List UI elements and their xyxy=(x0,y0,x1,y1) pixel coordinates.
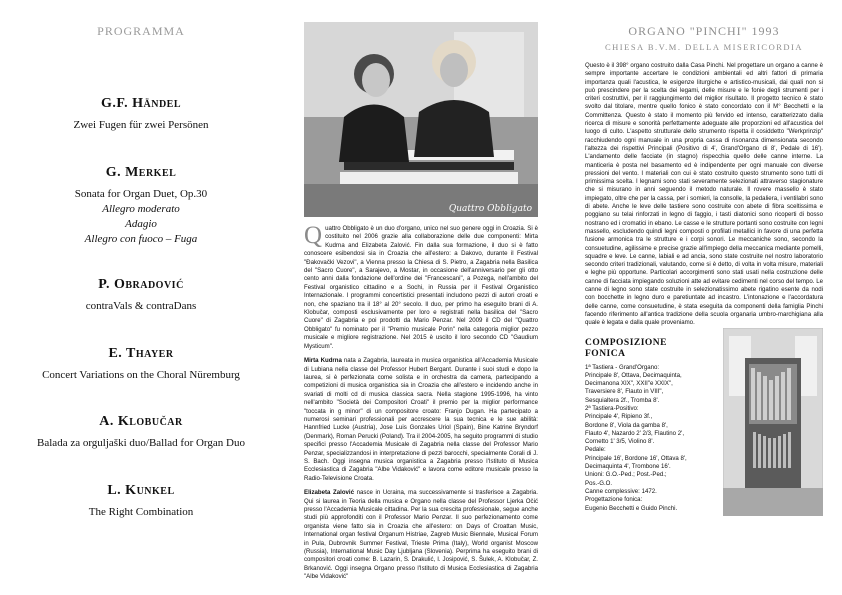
work-title: Zwei Fugen für zwei Persönen xyxy=(73,119,209,131)
stop-list-line: Pedale: xyxy=(585,446,606,454)
duo-column xyxy=(304,22,538,588)
kudrna-text: nata a Zagabria, laureata in musica organistica all'Accademia Musicale di Lubiana nella classe del Professor Hubert Bergant. Durante i suoi studi e dopo la laurea, si è perfezionata come solista e in orchestra da camera, partecipando a competizioni di musica organistica sia in Croazia che all'estero e incidendo anche in svariati di molti cd di musica classica sacra. Nella stagione 1995-1996, ha vinto nell'ambito "Società dei Compositori Croati" il premio per la miglior performance "toccata in g minor" di un compositore croato: Franjo Dugan. Ha partecipato a numerosi seminari professionali per accrescere la sua tecnica e le sue abilità: Hannfried Lucke (Austria), Jose Luis Gonzales Uriol (Spain), Bine Katrine Bryndorf (Denmark), Roman Perucki (Poland). Tra il 2004-2005, ha seguito programmi di studio specifici presso l'Accademia Musicale di Zagabria nella classe del Professor Mario Penzar, specializzandosi in interpretazione di pezzi barocchi, specialmente Corali di J. S. Bach. Oggi insegna musica organistica a Zagabria presso l'Istituto di Musica Ecclesiastica di Zagabria "Albe Vidaković" e lavora come editore musicale presso la Radio-Televisione Croata. xyxy=(304,357,538,482)
work-title: Sonata for Organ Duet, Op.30 xyxy=(74,188,208,200)
kudrna-paragraph xyxy=(304,357,538,483)
composer-name: E. Thayer xyxy=(108,346,174,361)
stop-list-line: Principale 4', Ripieno 3f., xyxy=(585,413,653,421)
stop-list-line: 2ª Tastiera-Positivo: xyxy=(585,404,639,412)
stop-list-line: 1ª Tastiera - Grand'Organo: xyxy=(585,363,660,371)
programme-item-thayer xyxy=(0,346,282,383)
programme-item-klobucar xyxy=(0,414,282,451)
programme-item-obradovic xyxy=(0,277,282,314)
organ-column xyxy=(585,24,823,539)
stop-list-line: Bordone 8', Viola da gamba 8', xyxy=(585,421,668,429)
composer-name: G. Merkel xyxy=(105,165,177,180)
work-title: Balada za orguljaški duo/Ballad for Organ Duo xyxy=(37,437,245,449)
duo-paragraph-text: unico nel suo genere oggi in Croazia. Si è costituito nel 2006 grazie alla collaborazione delle due componenti: Mirta Kudrna and Elizabeta Zalović. Fin dalla sua formazione, il duo si è fatto conoscere esibendosi sia in Croazia che all'estero: a Dakovo, durante il Festival "Đakovački Vezovi", a Vienna presso la Chiesa di S. Pietro, a Zagabria nella Basilica del "Sacro Cuore", a Sarajevo, a Mostar, in occasione dell'anniversario per gli otto cento anni dalla fondazione dell'ordine dei "Francescani", a Pozega, nell'ambito del Festival organistico cittadino e a Sochi, in Russia per il Festival Organistico Internazionale. I programmi concertistici presentati includono pezzi di autori croati e non, che spaziano tra il 18° al 20° secolo. Il duo, per primo ha eseguito brani di A. Klobučar, composti esclusivamente per loro e registrati nella basilica del "Sacro Cuore" di Zagabria e poi prodotti da Mario Penzar. Nel 2009 il CD del "Quattro Obbligato" fu nominato per il "Premio musicale Porin" nella categoria miglior pezzo musicale e migliore registrazione. Nel 2015 è uscito il loro secondo CD "Gaudium Mysticum". xyxy=(304,225,538,350)
composer-name: G.F. Händel xyxy=(100,96,182,111)
spec-heading-line: FONICA xyxy=(585,348,626,359)
programme-item-merkel xyxy=(0,165,282,247)
duo-photo xyxy=(304,22,538,217)
stop-list xyxy=(585,364,713,513)
stop-list-line: Decimaquinta 4', Trombone 16'. xyxy=(585,463,671,471)
stop-list-line: Principale 8', Ottava, Decimaquinta, xyxy=(585,371,682,379)
stop-list-line: Canne complessive: 1472. xyxy=(585,487,657,495)
composer-name: P. Obradović xyxy=(98,277,184,292)
programme-column xyxy=(0,0,282,595)
organ-description: Questo è il 398° organo costruito dalla Casa Pinchi. Nel progettare un organo a canne è sempre importante accertare le condizioni ambientali ed altri fattori di primaria importanza quali l'acustica, le esigenze liturgiche e artistico-musicali, dai quali non si può prescindere per la scelta dei legami, delle misure e le fonie degli strumenti per i criteri costruttivi, per il raggiungimento del miglior risultato. Il progetto tecnico è stato svolto dal titolare, mentre quello fonico è stato concordato con il M° Becchetti e la Committenza. Questo è stato il momento più fervido ed intenso, caratterizzato dalla ricerca di misure e sonorità perfettamente adeguate alle proporzioni ed all'acustica del luogo di culto. L'aspetto strutturale dello strumento rispetta il cosiddetto "Werkprinzip" racchiudendo ogni manuale in una propria cassa di risonanza dimensionata secondo l'altezza dei rispettivi Principali (Positivo di 4', Grand'Organo di 8', Pedale di 16'). L'andamento delle facciate (in stagno) rispecchia quello delle canne interne. La manticeria è posta nel basamento ed è indipendente per ogni manuale con diverse pressioni del vento. I materiali con cui è stato costruito questo strumento sono tutti di primissima scelta. I legnami sono stati severamente selezionati attraverso stagionature che si misurano in anni seguendo il metodo naturale. Il rovere massello è stato impiegato, oltre che per la cassa, per i somieri, la consolle, la pedaliera, i ventilabri sono di abete. Anche le leve delle tastiere sono costruite con abete di fibra sceltissima e poggiano su telai rinforzati in legno di faggio, i tasti diatonici sono ricoperti di bosso nostrano ed i cromatici in ebano. Le casse e le strutture portanti sono costruite con legni massello, escludendo quindi legni composti o profilati metallici in favore di una perfetta fusione armonica tra le strutture e i corpi sonori. Le meccaniche sono, secondo la consuetudine, agilissime e precise grazie all'impiego della meccanica mediante pomelli, squadre e leve. Le canne, labiali e ad ancia, sono state costruite nel nostro laboratorio secondo criteri tradizionali, valutando, come si è detto, di volta in volta misure, materiali e leghe più opportune. Particolari accorgimenti sono stati usati nella costruzione delle canne di facciata impiegando soluzioni atte ad evitare cedimenti nel corso del tempo. Le canne di legno sono state costruite in selezionatissimo abete rigatino esente da nodi con bocchette in legno duro e paretiuntate ad incastro. L'intonazione e l'accordatura delle canne, come consuetudine, è stata eseguita da componenti della famiglia Pinchi facendo riferimento all'antica tradizione della scuola organaria umbro-marchigiana alla quale è legata e dalla quale proveniamo. xyxy=(585,62,823,327)
zalovic-name: Elizabeta Zalović xyxy=(304,489,355,497)
organ-subtitle: CHIESA B.V.M. DELLA MISERICORDIA xyxy=(604,42,804,52)
stop-list-line: Principale 16', Bordone 16', Ottava 8', xyxy=(585,454,687,462)
composer-name: L. Kunkel xyxy=(107,483,175,498)
work-title: The Right Combination xyxy=(88,506,194,518)
duo-paragraph xyxy=(304,222,538,351)
zalovic-text: nasce in Ucraina, ma successivamente si trasferisce a Zagabria. Qui si laurea in Teoria della musica e Organo nella classe del Professor Ljerka Očić presso l'Accademia Musicale cittadina. Per la sua crescita professionale, segue anche studi più approfonditi con il Professor Mario Penzar. Il suo perfezionamento come organista viene fatto sia in Croazia che all'estero: on Days of Croattan Music, International organ festival Organum Histriae, Zagreb Music Biennale, Musical Forum in Pula, Dubrovnik Summer Festival, Trieste Prima (Italy), World organist Moscow (Russia), International Music Day Ljubljana (Slovenia). Perprima ha eseguito brani di compositori croati come: B. Lazarin, S. Drakulić, I. Josipović, S. Šulek, A. Klobučar, Z. Brkanović. Oggi insegna Organo presso l'Istituto di Musica Ecclesiastica di Zagabria "Albe Vidaković" xyxy=(304,489,538,581)
programme-item-handel xyxy=(0,96,282,133)
spec-section xyxy=(585,364,823,539)
stop-list-line: Unioni: G.O.-Ped.; Post.-Ped.; xyxy=(585,471,667,479)
composer-name: A. Klobučar xyxy=(99,414,183,429)
work-title: Concert Variations on the Choral Nüremburg xyxy=(42,369,240,381)
movement-title: Adagio xyxy=(125,218,157,230)
zalovic-paragraph xyxy=(304,489,538,581)
programme-heading: PROGRAMMA xyxy=(97,24,185,38)
stop-list-line: Cornetto 1' 3/5, Violino 8'. xyxy=(585,438,655,446)
stop-list-line: Flauto 4', Nazardo 2' 2/3, Flautino 2', xyxy=(585,429,685,437)
stop-list-line: Progettazione fonica: xyxy=(585,496,643,504)
duo-paragraph-lead: uattro Obbligato è un duo d'organo, xyxy=(325,225,422,232)
stop-list-line: Eugenio Becchetti e Guido Pinchi. xyxy=(585,504,678,512)
organ-title: ORGANO "PINCHI" 1993 xyxy=(628,24,780,38)
programme-item-kunkel xyxy=(0,483,282,520)
duo-biography xyxy=(304,222,538,582)
stop-list-line: Decimanona XIX", XXII"e XXIX", xyxy=(585,380,673,388)
stop-list-line: Sesquialtera 2f., Tromba 8'. xyxy=(585,396,660,404)
stop-list-line: Pos.-G.O. xyxy=(585,479,613,487)
movement-title: Allegro con fuoco – Fuga xyxy=(84,233,198,245)
photo-caption: Quattro Obbligato xyxy=(448,204,532,214)
work-title: contraVals & contraDans xyxy=(85,300,197,312)
duo-photo-image xyxy=(304,22,538,217)
organ-photo-image xyxy=(723,328,823,516)
drop-cap: Q xyxy=(304,222,323,249)
spec-heading-line: COMPOSIZIONE xyxy=(585,337,668,348)
stop-list-line: Traversiere 8', Flauto in VIII", xyxy=(585,388,664,396)
kudrna-name: Mirta Kudrna xyxy=(304,357,342,365)
movement-title: Allegro moderato xyxy=(102,203,180,215)
organ-photo xyxy=(723,328,823,516)
